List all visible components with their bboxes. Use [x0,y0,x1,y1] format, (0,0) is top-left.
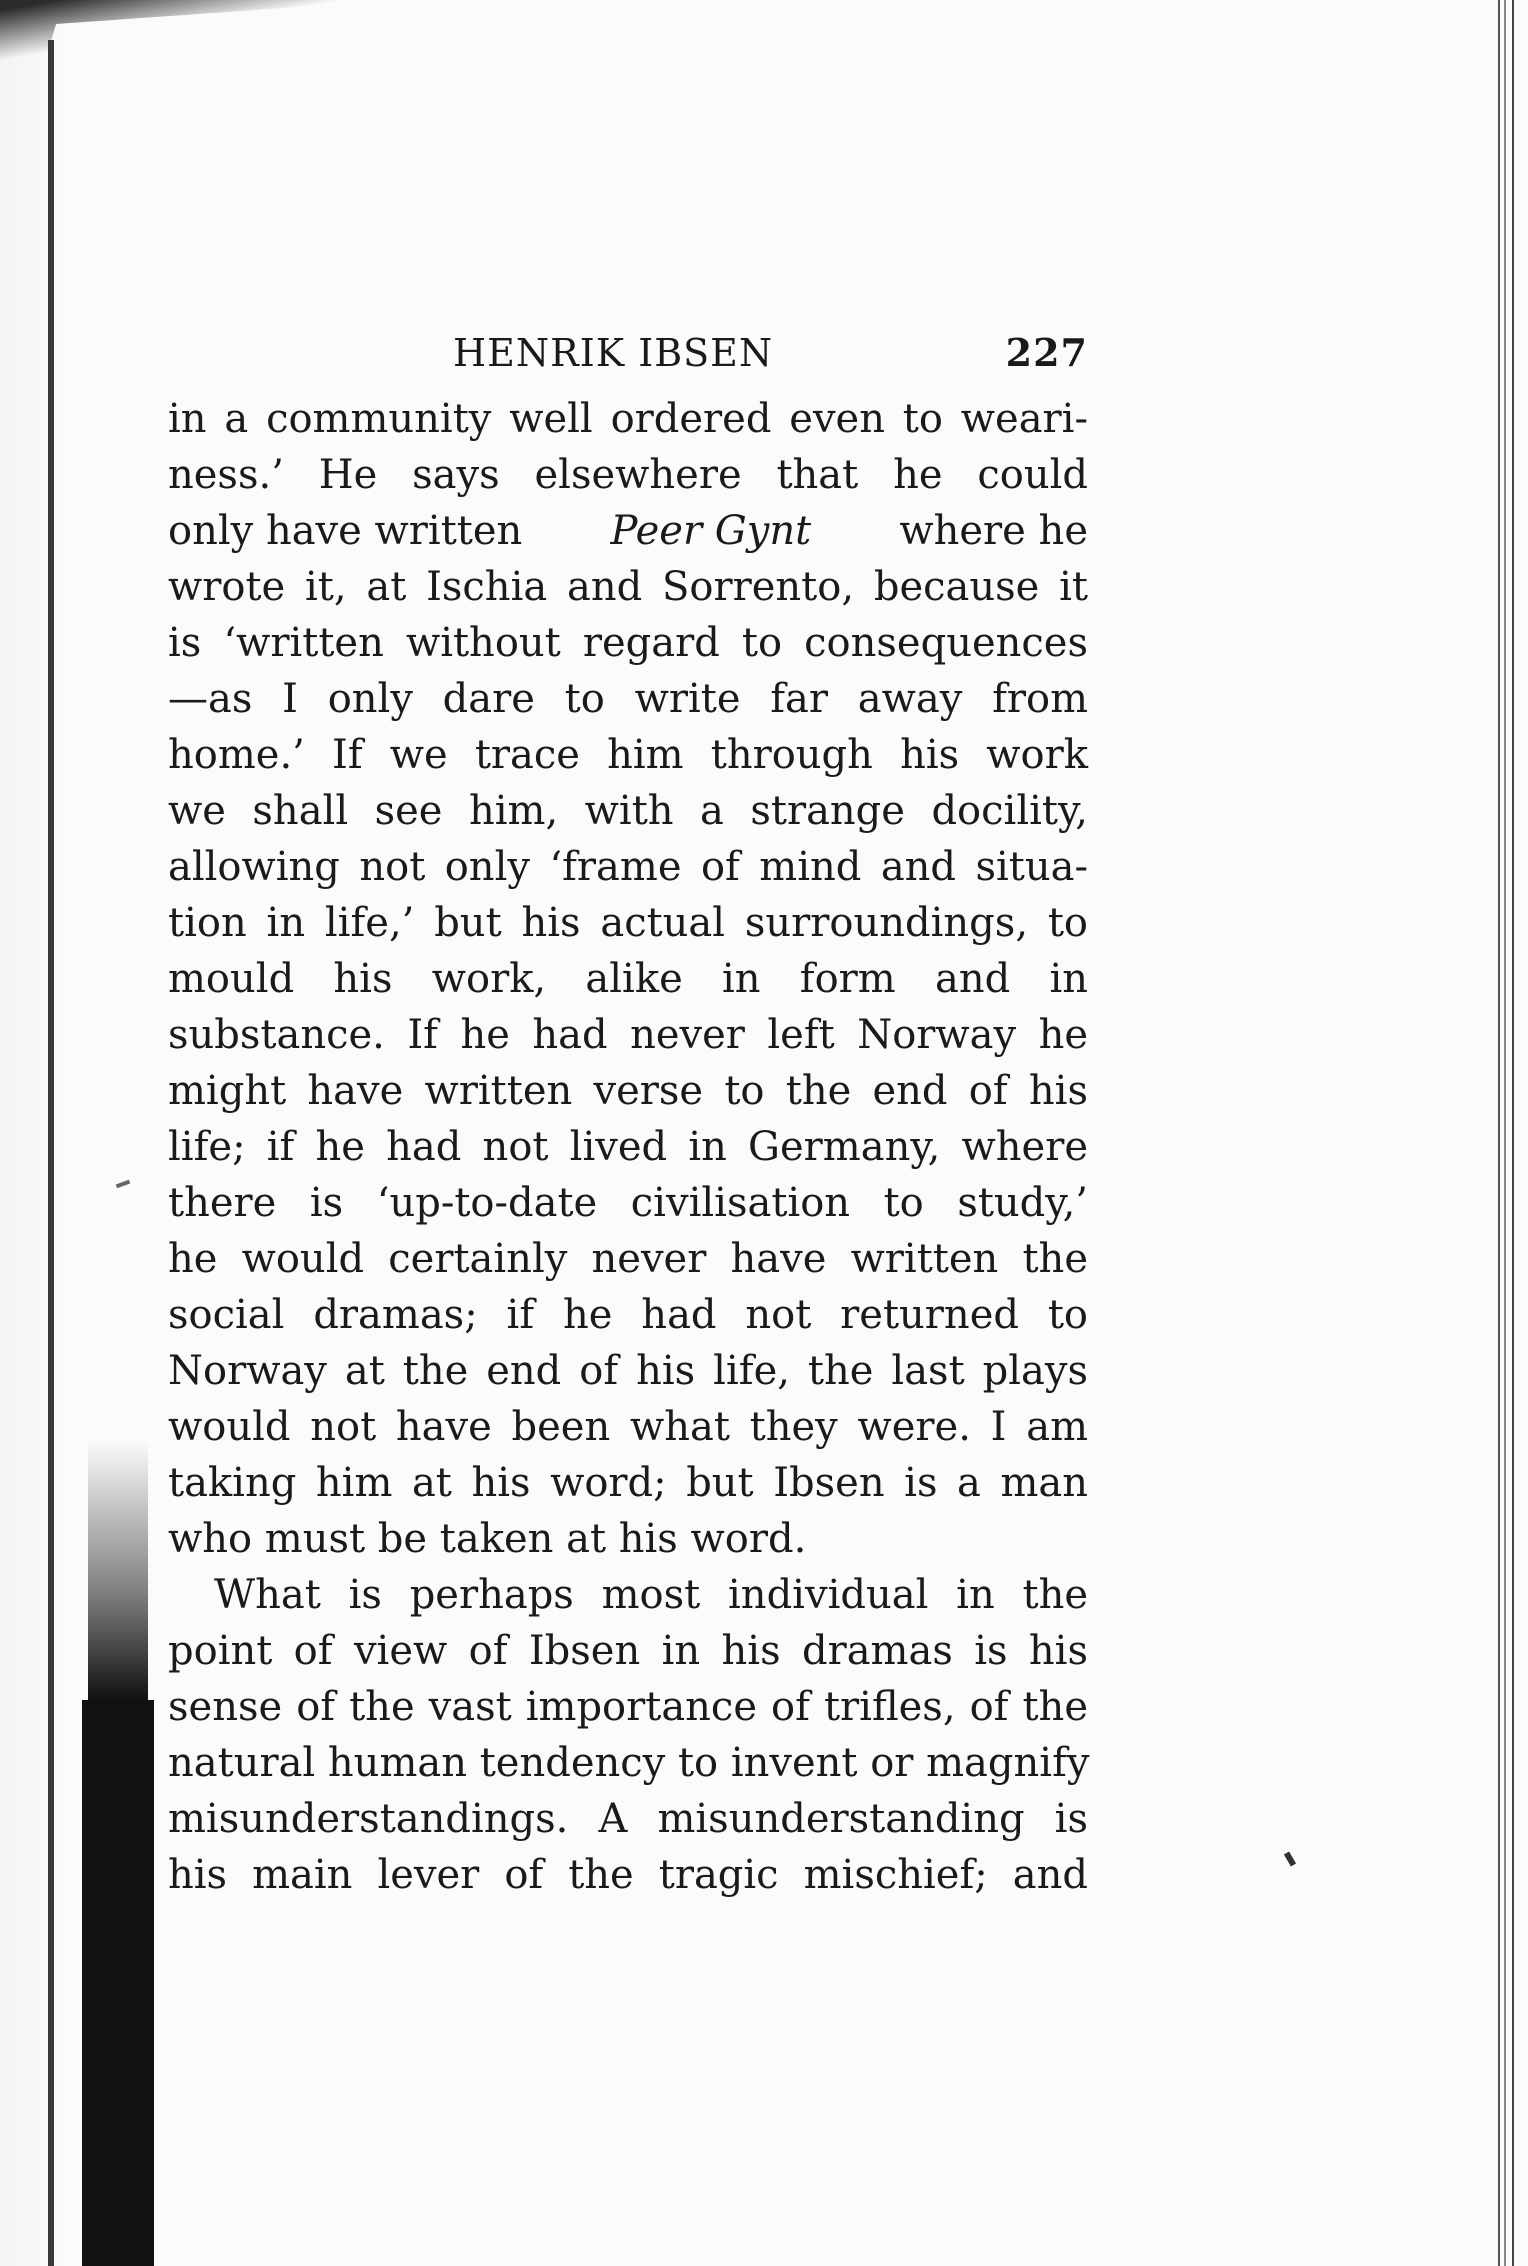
text-line: sense of the vast importance of trifles, of the [168,1684,1088,1730]
right-page-edge [1504,0,1506,2266]
text-fragment: only have written [168,508,523,554]
text-line: allowing not only ‘frame of mind and situa- [168,844,1088,890]
text-line: mould his work, alike in form and in [168,956,1088,1002]
text-line: in a community well ordered even to weari- [168,396,1088,442]
running-header [168,330,1088,375]
text-line: ness.’ He says elsewhere that he could [168,452,1088,498]
running-title: HENRIK IBSEN [453,331,774,375]
text-line: tion in life,’ but his actual surroundings, to [168,900,1088,946]
binding-shadow [0,0,70,2266]
stray-ink-mark [1284,1851,1296,1866]
page-text-block [168,330,1088,1903]
text-line: is ‘written without regard to consequences [168,620,1088,666]
text-line: natural human tendency to invent or magnify [168,1740,1090,1786]
text-line: home.’ If we trace him through his work [168,732,1088,778]
italic-title: Peer Gynt [610,508,812,554]
text-line: would not have been what they were. I am [168,1404,1088,1450]
right-page-edge [1498,0,1500,2266]
binding-edge-line [48,40,54,2266]
text-line: What is perhaps most individual in the [214,1572,1088,1618]
text-line: —as I only dare to write far away from [168,676,1088,722]
text-line: life; if he had not lived in Germany, where [168,1124,1088,1170]
text-fragment: where he [899,508,1088,554]
text-line: substance. If he had never left Norway he [168,1012,1088,1058]
text-line: he would certainly never have written the [168,1236,1088,1282]
text-line: we shall see him, with a strange docility, [168,788,1088,834]
page-number: 227 [1005,330,1088,375]
text-line: there is ‘up-to-date civilisation to study,’ [168,1180,1088,1226]
text-line: Norway at the end of his life, the last plays [168,1348,1088,1394]
text-line: social dramas; if he had not returned to [168,1292,1088,1338]
text-line: wrote it, at Ischia and Sorrento, because it [168,564,1088,610]
text-line: taking him at his word; but Ibsen is a man [168,1460,1088,1506]
stray-ink-mark [116,1180,131,1189]
text-line: his main lever of the tragic mischief; and [168,1852,1088,1898]
text-line: might have written verse to the end of his [168,1068,1088,1114]
text-line: point of view of Ibsen in his dramas is his [168,1628,1088,1674]
text-line: who must be taken at his word. [168,1516,807,1562]
text-line [168,503,1088,559]
right-page-edge [1512,0,1514,2266]
text-line: misunderstandings. A misunderstanding is [168,1796,1088,1842]
binding-dark-band [82,1700,154,2266]
binding-dark-fade [88,1440,148,1700]
